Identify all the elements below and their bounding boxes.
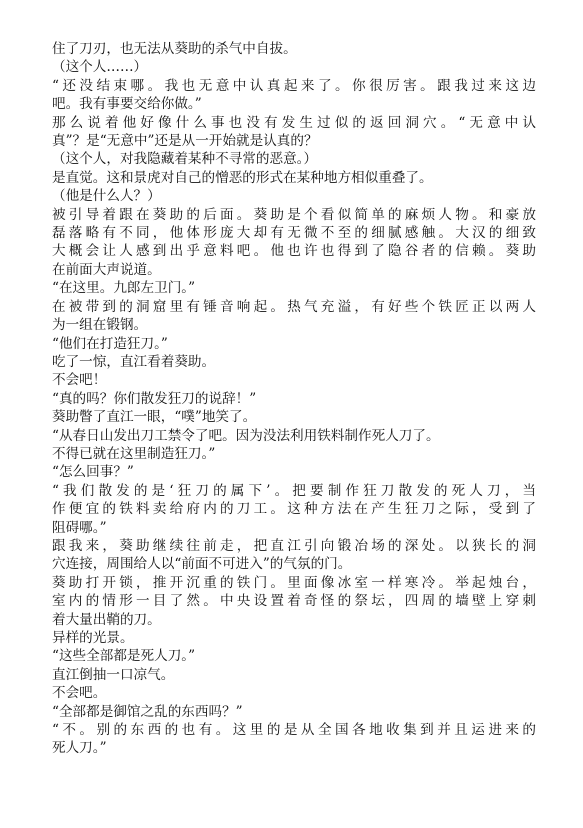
text-line: 阻碍哪。” (52, 519, 107, 536)
text-line: 真”？是“无意中”还是从一开始就是认真的？ (52, 133, 318, 150)
text-line: 着大量出鞘的刀。 (52, 611, 161, 628)
text-line: 大概会让人感到出乎意料吧。他也许也得到了隐谷者的信赖。葵助 (52, 243, 536, 260)
text-line: “还没结束哪。我也无意中认真起来了。你很厉害。跟我过来这边 (52, 77, 536, 94)
text-line: 作便宜的铁料卖给府内的刀工。这种方法在产生狂刀之际，受到了 (52, 501, 536, 518)
text-line: 吧。我有事要交给你做。” (52, 96, 202, 113)
text-line: 那么说着他好像什么事也没有发生过似的返回洞穴。“无意中认 (52, 114, 536, 131)
text-line: 住了刀刃，也无法从葵助的杀气中自拔。 (52, 41, 297, 57)
text-line: “全部都是御馆之乱的东西吗？” (52, 703, 243, 720)
text-line: 穴连接，周围给人以“前面不可进入”的气氛的门。 (52, 556, 352, 573)
text-line: 不得已就在这里制造狂刀。” (52, 445, 216, 462)
text-line: 直江倒抽一口凉气。 (52, 666, 175, 683)
text-line: 磊落略有不同，他体形庞大却有无微不至的细腻感触。大汉的细致 (52, 225, 536, 242)
text-line: 在被带到的洞窟里有锤音响起。热气充溢，有好些个铁匠正以两人 (52, 298, 536, 315)
text-line: （这个人，对我隐藏着某种不寻常的恶意。） (52, 151, 318, 168)
text-line: （这个人……） (52, 59, 148, 76)
text-line: 为一组在锻钢。 (52, 317, 148, 334)
text-line: “他们在打造狂刀。” (52, 335, 168, 352)
text-line: “我们散发的是‘狂刀的属下’。把要制作狂刀散发的死人刀，当 (52, 482, 536, 499)
text-line: “不。别的东西的也有。这里的是从全国各地收集到并且运进来的 (52, 722, 536, 739)
document-page (52, 40, 536, 758)
text-line: “怎么回事？” (52, 464, 134, 481)
text-line: “真的吗？你们散发狂刀的说辞！” (52, 390, 257, 407)
text-line: 葵助打开锁，推开沉重的铁门。里面像冰室一样寒冷。举起烛台， (52, 574, 536, 591)
text-line: 葵助瞥了直江一眼，“噗”地笑了。 (52, 409, 257, 426)
text-line: 被引导着跟在葵助的后面。葵助是个看似简单的麻烦人物。和豪放 (52, 206, 536, 223)
text-line: “从春日山发出刀工禁令了吧。因为没法利用铁料制作死人刀了。 (52, 427, 440, 444)
text-line: 吃了一惊，直江看着葵助。 (52, 353, 216, 370)
text-line: 不会吧！ (52, 372, 107, 389)
text-line: 是直觉。这和景虎对自己的憎恶的形式在某种地方相似重叠了。 (52, 169, 433, 186)
text-line: “在这里。九郎左卫门。” (52, 280, 196, 297)
text-line: 跟我来，葵助继续往前走，把直江引向锻冶场的深处。以狭长的洞 (52, 537, 536, 554)
text-line: 在前面大声说道。 (52, 261, 161, 278)
text-line: “这些全部都是死人刀。” (52, 648, 196, 665)
text-line: （他是什么人？） (52, 188, 161, 205)
text-line: 死人刀。” (52, 740, 107, 757)
text-line: 异样的光景。 (52, 630, 134, 646)
text-line: 不会吧。 (52, 685, 107, 702)
text-line: 室内的情形一目了然。中央设置着奇怪的祭坛，四周的墙壁上穿刺 (52, 593, 536, 610)
